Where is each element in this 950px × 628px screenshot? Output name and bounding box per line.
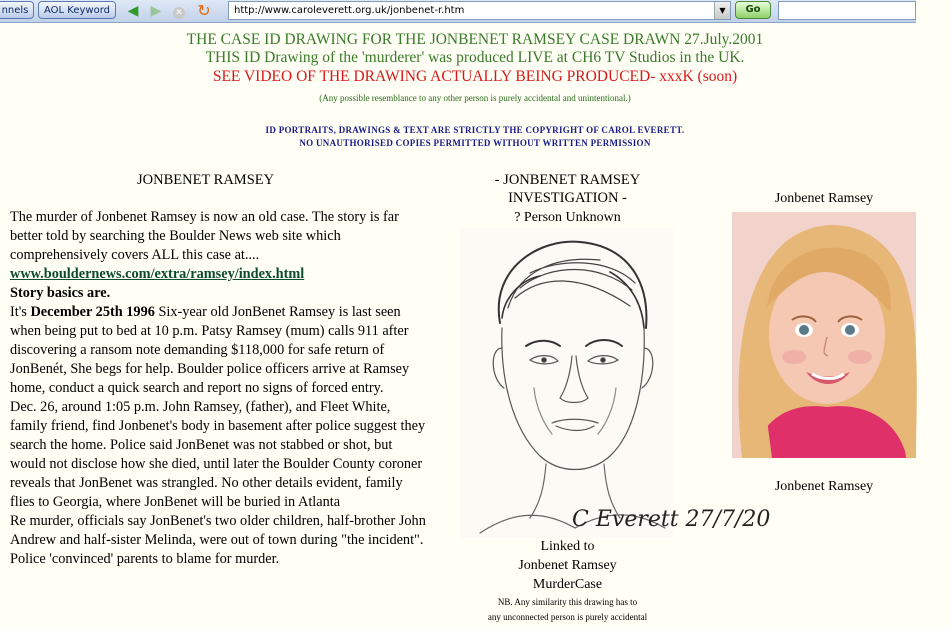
address-url: http://www.caroleverett.org.uk/jonbenet-r.htm — [234, 5, 465, 16]
stop-icon[interactable]: ✕ — [170, 2, 188, 20]
story-text — [10, 208, 430, 569]
paragraph-officials: Re murder, officials say JonBenet's two older children, half-brother John Andrew and half-sister Melinda, were out of town during "the incident". — [10, 513, 426, 548]
boulder-news-link[interactable]: www.bouldernews.com/extra/ramsey/index.html — [10, 266, 305, 282]
photo-caption-bottom: Jonbenet Ramsey — [774, 479, 874, 494]
paragraph-police: Police 'convinced' parents to blame for murder. — [10, 551, 280, 567]
forward-arrow-icon[interactable]: ▶ — [150, 3, 162, 19]
chevron-down-icon[interactable]: ▼ — [714, 2, 730, 19]
victim-photo-drawing — [732, 212, 916, 458]
browser-toolbar — [0, 0, 916, 23]
back-arrow-icon[interactable]: ◀ — [127, 3, 139, 19]
date-highlight: December 25th 1996 — [30, 304, 155, 320]
sketch-drawing — [460, 228, 771, 538]
person-unknown-label: ? Person Unknown — [514, 210, 621, 225]
go-button[interactable]: Go — [735, 1, 771, 19]
investigation-title-1: - JONBENET RAMSEY — [494, 172, 641, 188]
paragraph-dec26: Dec. 26, around 1:05 p.m. John Ramsey, (father), and Fleet White, family friend, find Jonbenet's body in basement after police suggest they search the home. Police said JonBenet was not stabbed or shot, but would not disclose how she died, until later the Boulder County coroner reveals that JonBenet was strangled. No other details evident, family flies to Georgia, where JonBenet will be buried in Atlanta — [10, 399, 426, 510]
nb-note-line-2: any unconnected person is purely accidental — [487, 612, 648, 622]
nb-note-line-1: NB. Any similarity this drawing has to — [497, 597, 638, 607]
photo-caption-top: Jonbenet Ramsey — [774, 191, 874, 206]
page-title: THE CASE ID DRAWING FOR THE JONBENET RAMSEY CASE DRAWN 27.July.2001 — [186, 31, 764, 48]
linked-to-label: Linked to — [540, 539, 595, 554]
disclaimer-text: (Any possible resemblance to any other person is purely accidental and unintentional.) — [319, 93, 631, 103]
linked-name-label: Jonbenet Ramsey — [518, 558, 617, 573]
reload-icon[interactable]: ↻ — [197, 1, 211, 20]
victim-photo — [732, 212, 916, 458]
channels-button[interactable]: nnels — [0, 1, 34, 19]
intro-paragraph: The murder of Jonbenet Ramsey is now an old case. The story is far better told by searching the Boulder News web site which comprehensively covers ALL this case at.... — [10, 209, 399, 263]
video-link[interactable]: SEE VIDEO OF THE DRAWING ACTUALLY BEING PRODUCED- xxxK (soon) — [212, 68, 738, 85]
subtitle-live-tv: THIS ID Drawing of the 'murderer' was produced LIVE at CH6 TV Studios in the UK. — [205, 49, 745, 66]
address-bar[interactable] — [228, 1, 731, 20]
artist-signature: C Everett 27/7/20 — [572, 507, 771, 532]
aol-keyword-button[interactable]: AOL Keyword — [38, 1, 116, 19]
investigation-title-2: INVESTIGATION - — [508, 190, 627, 206]
paragraph-december: It's December 25th 1996 Six-year old JonBenet Ramsey is last seen when being put to bed at 10 p.m. Patsy Ramsey (mum) calls 911 after discovering a ransom note demanding $118,000 for safe return of JonBenét, She begs for help. Boulder police officers arrive at Ramsey home, conduct a quick search and report no signs of forced entry. — [10, 304, 410, 396]
suspect-sketch-image — [460, 228, 771, 538]
murder-case-label: MurderCase — [532, 577, 603, 592]
copyright-line-2: NO UNAUTHORISED COPIES PERMITTED WITHOUT WRITTEN PERMISSION — [299, 138, 651, 148]
copyright-line-1: ID PORTRAITS, DRAWINGS & TEXT ARE STRICTLY THE COPYRIGHT OF CAROL EVERETT. — [265, 125, 685, 135]
search-input[interactable] — [778, 1, 916, 20]
left-heading: JONBENET RAMSEY — [137, 172, 275, 188]
story-basics-heading: Story basics are. — [10, 285, 111, 301]
